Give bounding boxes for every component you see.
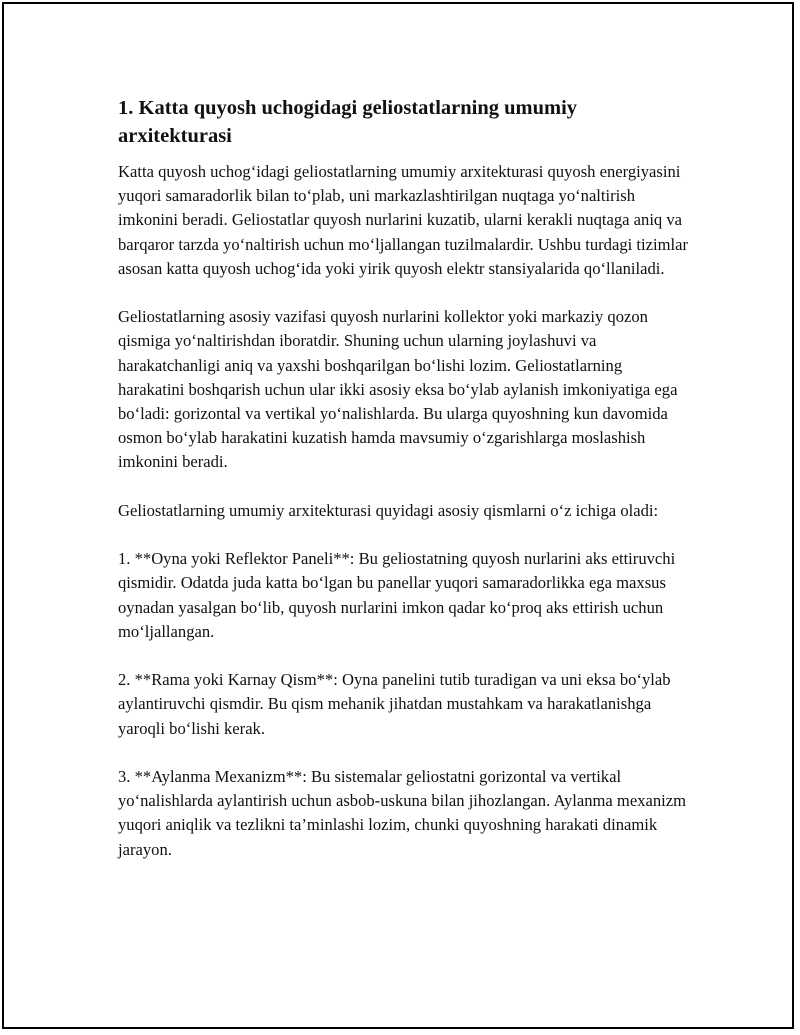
paragraph-parts-intro: Geliostatlarning umumiy arxitekturasi quyidagi asosiy qismlarni o‘z ichiga oladi:: [118, 500, 659, 520]
section-heading: 1. Katta quyosh uchogidagi geliostatlarning umumiy arxitekturasi: [118, 97, 578, 147]
list-item-frame: 2. **Rama yoki Karnay Qism**: Oyna panelini tutib turadigan va uni eksa bo‘ylab aylantiruvchi qismdir. Bu qism mehanik jihatdan mustahkam va harakatlanishga yaroqli bo‘lishi kerak.: [118, 670, 671, 738]
list-item-rotation-mechanism: 3. **Aylanma Mexanizm**: Bu sistemalar geliostatni gorizontal va vertikal yo‘nalishlarda aylantirish uchun asbob-uskuna bilan jihozlangan. Aylanma mexanizm yuqori aniqlik va tezlikni ta’minlashi lozim, chunki quyoshning harakati dinamik jarayon.: [118, 767, 687, 859]
paragraph-function: Geliostatlarning asosiy vazifasi quyosh nurlarini kollektor yoki markaziy qozon qismiga yo‘naltirishdan iboratdir. Shuning uchun ularning joylashuvi va harakatchanligi aniq va yaxshi boshqarilgan bo‘lishi lozim. Geliostatlarning harakatini boshqarish uchun ular ikki asosiy eksa bo‘ylab aylanish imkoniyatiga ega bo‘ladi: gorizontal va vertikal yo‘nalishlarda. Bu ularga quyoshning kun davomida osmon bo‘ylab harakatini kuzatish hamda mavsumiy o‘zgarishlarga moslashish imkonini beradi.: [118, 307, 678, 472]
list-item-mirror-panel: 1. **Oyna yoki Reflektor Paneli**: Bu geliostatning quyosh nurlarini aks ettiruvchi qismidir. Odatda juda katta bo‘lgan bu panellar yuqori samaradorlikka ega maxsus oynadan yasalgan bo‘lib, quyosh nurlarini imkon qadar ko‘proq aks ettirish uchun mo‘ljallangan.: [118, 549, 676, 641]
paragraph-intro: Katta quyosh uchog‘idagi geliostatlarning umumiy arxitekturasi quyosh energiyasini yuqori samaradorlik bilan to‘plab, uni markazlashtirilgan nuqtaga yo‘naltirish imkonini beradi. Geliostatlar quyosh nurlarini kuzatib, ularni kerakli nuqtaga aniq va barqaror tarzda yo‘naltirish uchun mo‘ljallangan tuzilmalardir. Ushbu turdagi tizimlar asosan katta quyosh uchog‘ida yoki yirik quyosh elektr stansiyalarida qo‘llaniladi.: [118, 162, 688, 278]
document-body: [118, 94, 688, 862]
